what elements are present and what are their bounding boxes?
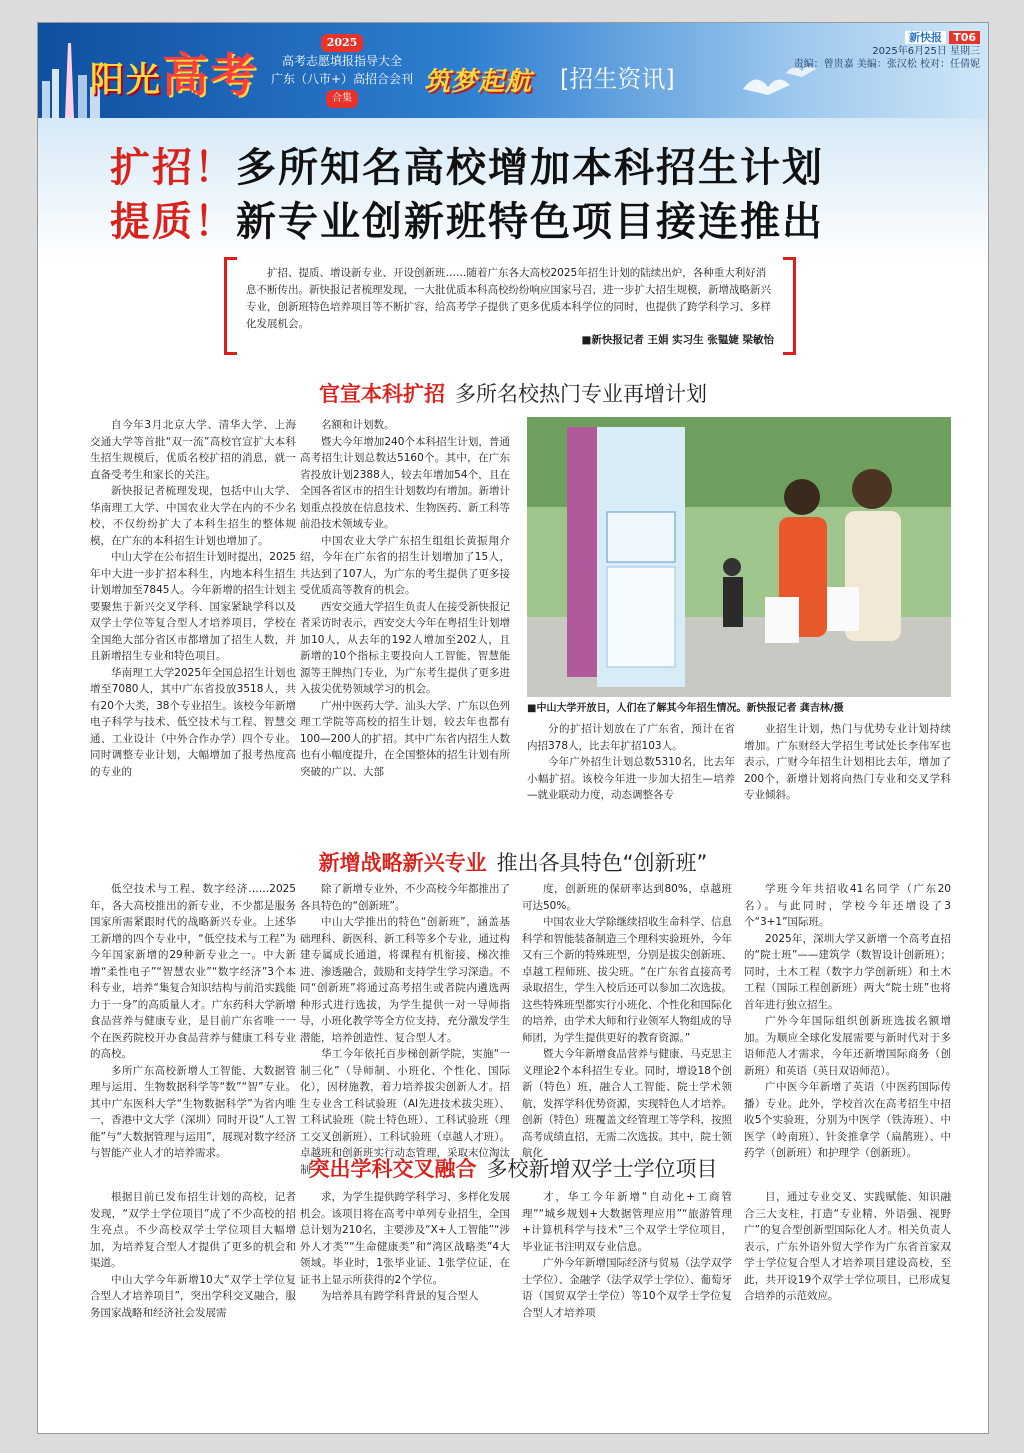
section3-heading-red: 突出学科交叉融合 [308,1157,477,1181]
paragraph: 华南理工大学2025年全国总招生计划也增至7080人，其中广东省投放3518人，共有20个大类，38个专业招生。该校今年新增电子科学与技术、低空技术与工程、智慧交通、工业设计（中外合作办学）四个专业。同时调整专业计划，大幅增加了报考热度高的专业的 [90,666,296,778]
s1-column-2 [300,417,510,837]
section3-heading-dark: 多校新增双学士学位项目 [486,1157,718,1181]
paragraph: 新快报记者梳理发现，包括中山大学、华南理工大学、中国农业大学在内的不少名校，不仅纷纷扩大了本科生招生的整体规模，在广东的本科招生计划也增加了。 [90,485,296,547]
paragraph: 自今年3月北京大学、清华大学、上海交通大学等首批“双一流”高校官宣扩大本科生招生规模后，优质名校扩招的消息，就一直备受考生和家长的关注。 [90,419,296,481]
s2-column-1 [90,881,296,1159]
slogan: 筑梦起航 [424,67,533,97]
paragraph: 华工今年依托百步梯创新学院，实施“一制三化”（导师制、小班化、个性化、国际化），因材施教，着力培养拔尖创新人才。招生专业含工科试验班（AI先进技术拔尖班）、工科试验班（院士特色班）、工科试验班（理工交叉创新班）、工科试验班（卓越人才班）。卓越班和创新班实行动态管理，采取末位淘汰制 [300,1048,510,1176]
paragraph: 分的扩招计划放在了广东省，预计在省内招378人，比去年扩招103人。 [527,723,735,752]
paragraph: 业招生计划，热门与优势专业计划持续增加。广东财经大学招生考试处长李伟军也表示，广财今年招生计划相比去年，增加了200个，新增计划将向热门专业和交叉学科专业倾斜。 [744,723,951,801]
paragraph: 暨大今年增加240个本科招生计划，普通高考招生计划总数达5160个。其中，在广东省投放计划2388人，较去年增加54个，且在全国各省区市的招生计划数均有增加。新增计划重点投放在信息技术、生物医药、新工科等前沿技术领域专业。 [300,435,510,530]
paragraph: 广外今年新增国际经济与贸易（法学双学士学位）、金融学（法学双学士学位）、葡萄牙语（国贸双学士学位）等10个双学士学位复合型人才培养项 [522,1257,732,1319]
paragraph: 暨大今年新增食品营养与健康、马克思主义理论2个本科招生专业。同时，增设18个创新（特色）班，融合人工智能、院士学术领航，发挥学科优势资源，实现特色人才培养。创新（特色）班覆盖文经管理工等学科，按照高考成绩直招，无需二次选拔。其中，院士领航化 [522,1048,732,1159]
s2-column-4 [744,881,951,1159]
s1-column-4 [744,721,951,841]
paragraph: 才，华工今年新增“自动化+工商管理”“城乡规划+大数据管理应用”“旅游管理+计算机科学与技术”三个双学士学位项目，毕业证书注明双专业信息。 [522,1191,732,1253]
publication-info [264,33,420,108]
paragraph: 广外今年国际组织创新班选拔名额增加。为顺应全球化发展需要与新时代对于多语师范人才需求，今年还新增国际商务（创新班）和英语（英日双语师范）。 [744,1015,951,1077]
paragraph: 中山大学在公布招生计划时提出，2025年中大进一步扩招本科生，内地本科生招生计划增加至7845人。今年新增的招生计划主要聚焦于新兴交叉学科、国家紧缺学科以及双学士学位等复合型人才培养项目，学校在全国绝大部分省区市都增加了招生人数，并且新增招生专业和特色项目。 [90,551,296,662]
paper-logo: 新快报 [905,31,946,44]
open-day-photo [527,417,951,697]
page-meta [794,31,980,71]
paragraph: 为培养具有跨学科背景的复合型人 [321,1290,479,1302]
headline-area [38,118,988,268]
s2-column-3 [522,881,732,1159]
newspaper-page [37,22,989,1434]
paragraph: 学班今年共招收41名同学（广东20名）。与此同时，学校今年还增设了3个“3+1”国际班。 [744,883,951,928]
s3-column-2 [300,1189,510,1425]
paragraph: 广中医今年新增了英语（中医药国际传播）专业。此外，学校首次在高考招生中招收5个实验班，分别为中医学（铁涛班）、中医学（岭南班）、针灸推拿学（扁鹊班）、中药学（创新班）和护理学（创新班）。 [744,1081,951,1159]
brand-small: 阳光 [90,60,162,100]
section2-heading-red: 新增战略新兴专业 [318,851,487,875]
paragraph: 根据目前已发布招生计划的高校，记者发现，“双学士学位项目”成了不少高校的招生亮点。不少高校双学士学位项目大幅增加，为培养复合型人才提供了更多的机会和渠道。 [90,1191,296,1269]
headline-line-2 [110,190,824,247]
byline: ■新快报记者 王娟 实习生 张韫婕 梁敏怡 [581,334,774,346]
paragraph: 除了新增专业外，不少高校今年都推出了各具特色的“创新班”。 [300,883,510,912]
paragraph: 目，通过专业交叉、实践赋能、知识融合三大支柱，打造“专业精、外语强、视野广”的复合型创新型国际化人才。相关负责人表示，广东外语外贸大学作为广东省首家双学士学位复合型人才培养项目建设高校，至此，共开设19个双学士学位项目，已形成复合培养的示范效应。 [744,1191,951,1302]
lede-text: 扩招、提质、增设新专业、开设创新班……随着广东各大高校2025年招生计划的陆续出炉，各种重大利好消息不断传出。新快报记者梳理发现，一大批优质本科高校纷纷响应国家号召，进一步扩大招生规模，新增战略新兴专业，创新班特色培养项目等不断扩容，给高考学子提供了更多优质本科学位的同时，也提供了跨学科学习、多样化发展机会。 [246,267,771,330]
paragraph: 中山大学推出的特色“创新班”，涵盖基础理科、新医科、新工科等多个专业，通过构建专属成长通道，将课程有机衔接、梯次推进、渗透融合，鼓励和支持学生学习深造。不同“创新班”将通过高考招生或者院内遴选两种形式进行选拔，为学生提供一对一导师指导，小班化教学等全方位支持，充分激发学生潜能，培养创造性、复合型人才。 [300,916,510,1044]
paragraph: 求，为学生提供跨学科学习、多样化发展机会。该项目将在高考中单列专业招生，全国总计划为210名，主要涉及“X+人工智能”“涉外人才类”“生命健康类”和“湾区战略类”4大领域。毕业时，1张毕业证、1张学位证，在证书上显示所获得的2个学位。 [300,1191,510,1286]
s3-column-3 [522,1189,732,1425]
paragraph: 2025年，深圳大学又新增一个高考直招的“院士班”——建筑学（数智设计创新班）；同时，土木工程（数字力学创新班）和土木工程（国际工程创新班）两大“院士班”也将首年进行独立招生。 [744,932,951,1011]
paragraph: 低空技术与工程、数字经济……2025年，各大高校推出的新专业，不少都是服务国家所需紧跟时代的战略新兴专业。上述华工新增的四个专业中，“低空技术与工程”为今年国家新增的29种新专业之一。中大新增“柔性电子”“智慧农业”“数字经济”3个本科专业，培养“集复合知识结构与前沿实践能力于一身”的高质量人才。广东药科大学新增食品营养与健康专业，是目前广东省唯一一个在医药院校开办食品营养与健康工科专业的高校。 [90,883,296,1060]
s3-column-1 [90,1189,296,1425]
paragraph: 中国农业大学广东招生组组长黄振翔介绍，今年在广东省的招生计划增加了15人，共达到了107人，为广东的考生提供了更多接受优质高等教育的机会。 [300,534,510,596]
headline-1-red: 扩招！ [110,144,236,191]
section2-heading [38,847,988,877]
page-number: T06 [949,31,980,44]
photo-caption: ■中山大学开放日，人们在了解其今年招生情况。新快报记者 龚吉林/摄 [527,703,844,714]
brand-logo [90,39,258,105]
masthead-banner [38,23,988,118]
section1-heading [38,378,988,408]
pub-line1: 高考志愿填报指导大全 [281,54,402,68]
news-photo [527,417,951,697]
headline-line-1 [110,136,824,193]
s1-column-1 [90,417,296,837]
headline-2-red: 提质！ [110,198,236,245]
s3-column-4 [744,1189,951,1425]
brand-big: 高考 [162,48,258,102]
lede-bracket-right [783,257,796,355]
s1-column-3 [527,721,735,841]
edition-badge: 合集 [326,90,358,108]
paragraph: 西安交通大学招生负责人在接受新快报记者采访时表示，西安交大今年在粤招生计划增加10人，从去年的192人增加至202人，且新增的10个指标主要投向人工智能、智慧能源等王牌热门专业，为广东考生提供了更多进入拔尖优势领域学习的机会。 [300,600,510,695]
editor-credits: 责编：曾贵嘉 美编：张汉松 校对：任倩妮 [793,59,980,70]
issue-date: 2025年6月25日 星期三 [872,46,980,57]
paragraph: 多所广东高校新增人工智能、大数据管理与运用、生物数据科学等“数”“智”专业。其中广东医科大学“生物数据科学”为省内唯一，香港中文大学（深圳）同时开设“人工智能”与“大数据管理与运用”，展现对数字经济与智能产业人才的培养需求。 [90,1064,296,1159]
section2-heading-dark: 推出各具特色“创新班” [496,851,708,875]
section1-heading-dark: 多所名校热门专业再增计划 [455,382,707,406]
paragraph: 度，创新班的保研率达到80%，卓越班可达50%。 [522,883,732,912]
pub-line2: 广东（八市+）高招合会刊 [270,72,414,86]
section1-heading-red: 官宣本科扩招 [319,382,445,406]
paragraph: 中国农业大学除继续招收生命科学、信息科学和智能装备制造三个理科实验班外，今年又有三个新的特殊班型，分别是拔尖创新班、卓越工程师班、拔尖班。“在广东省直接高考录取招生，学生入校后还可以参加二次选拔。这些特殊班型都实行小班化、个性化和国际化的培养，由学术大师和行业领军人物组成的导师团，为学生提供更好的教育资源。” [522,916,732,1044]
paragraph: 今年广外招生计划总数5310名，比去年小幅扩招。该校今年进一步加大招生—培养—就业联动力度，动态调整各专 [527,756,735,801]
lede-bracket-left [224,257,237,355]
year-badge: 2025 [321,34,364,52]
paragraph: 中山大学今年新增10大“双学士学位复合型人才培养项目”，突出学科交叉融合，服务国家战略和经济社会发展需 [90,1273,296,1319]
lede-box [224,257,796,349]
headline-2-dark: 新专业创新班特色项目接连推出 [236,198,824,245]
section3-heading [38,1153,988,1183]
paragraph: 名额和计划数。 [321,419,395,431]
paragraph: 广州中医药大学、汕头大学、广东以色列理工学院等高校的招生计划，较去年也都有100—200人的扩招。其中广东省内招生人数也有小幅度提升，在全国整体的招生计划有所突破的广以、大部 [300,699,510,778]
headline-1-dark: 多所知名高校增加本科招生计划 [236,144,824,191]
section-tag: [招生资讯] [560,65,675,93]
